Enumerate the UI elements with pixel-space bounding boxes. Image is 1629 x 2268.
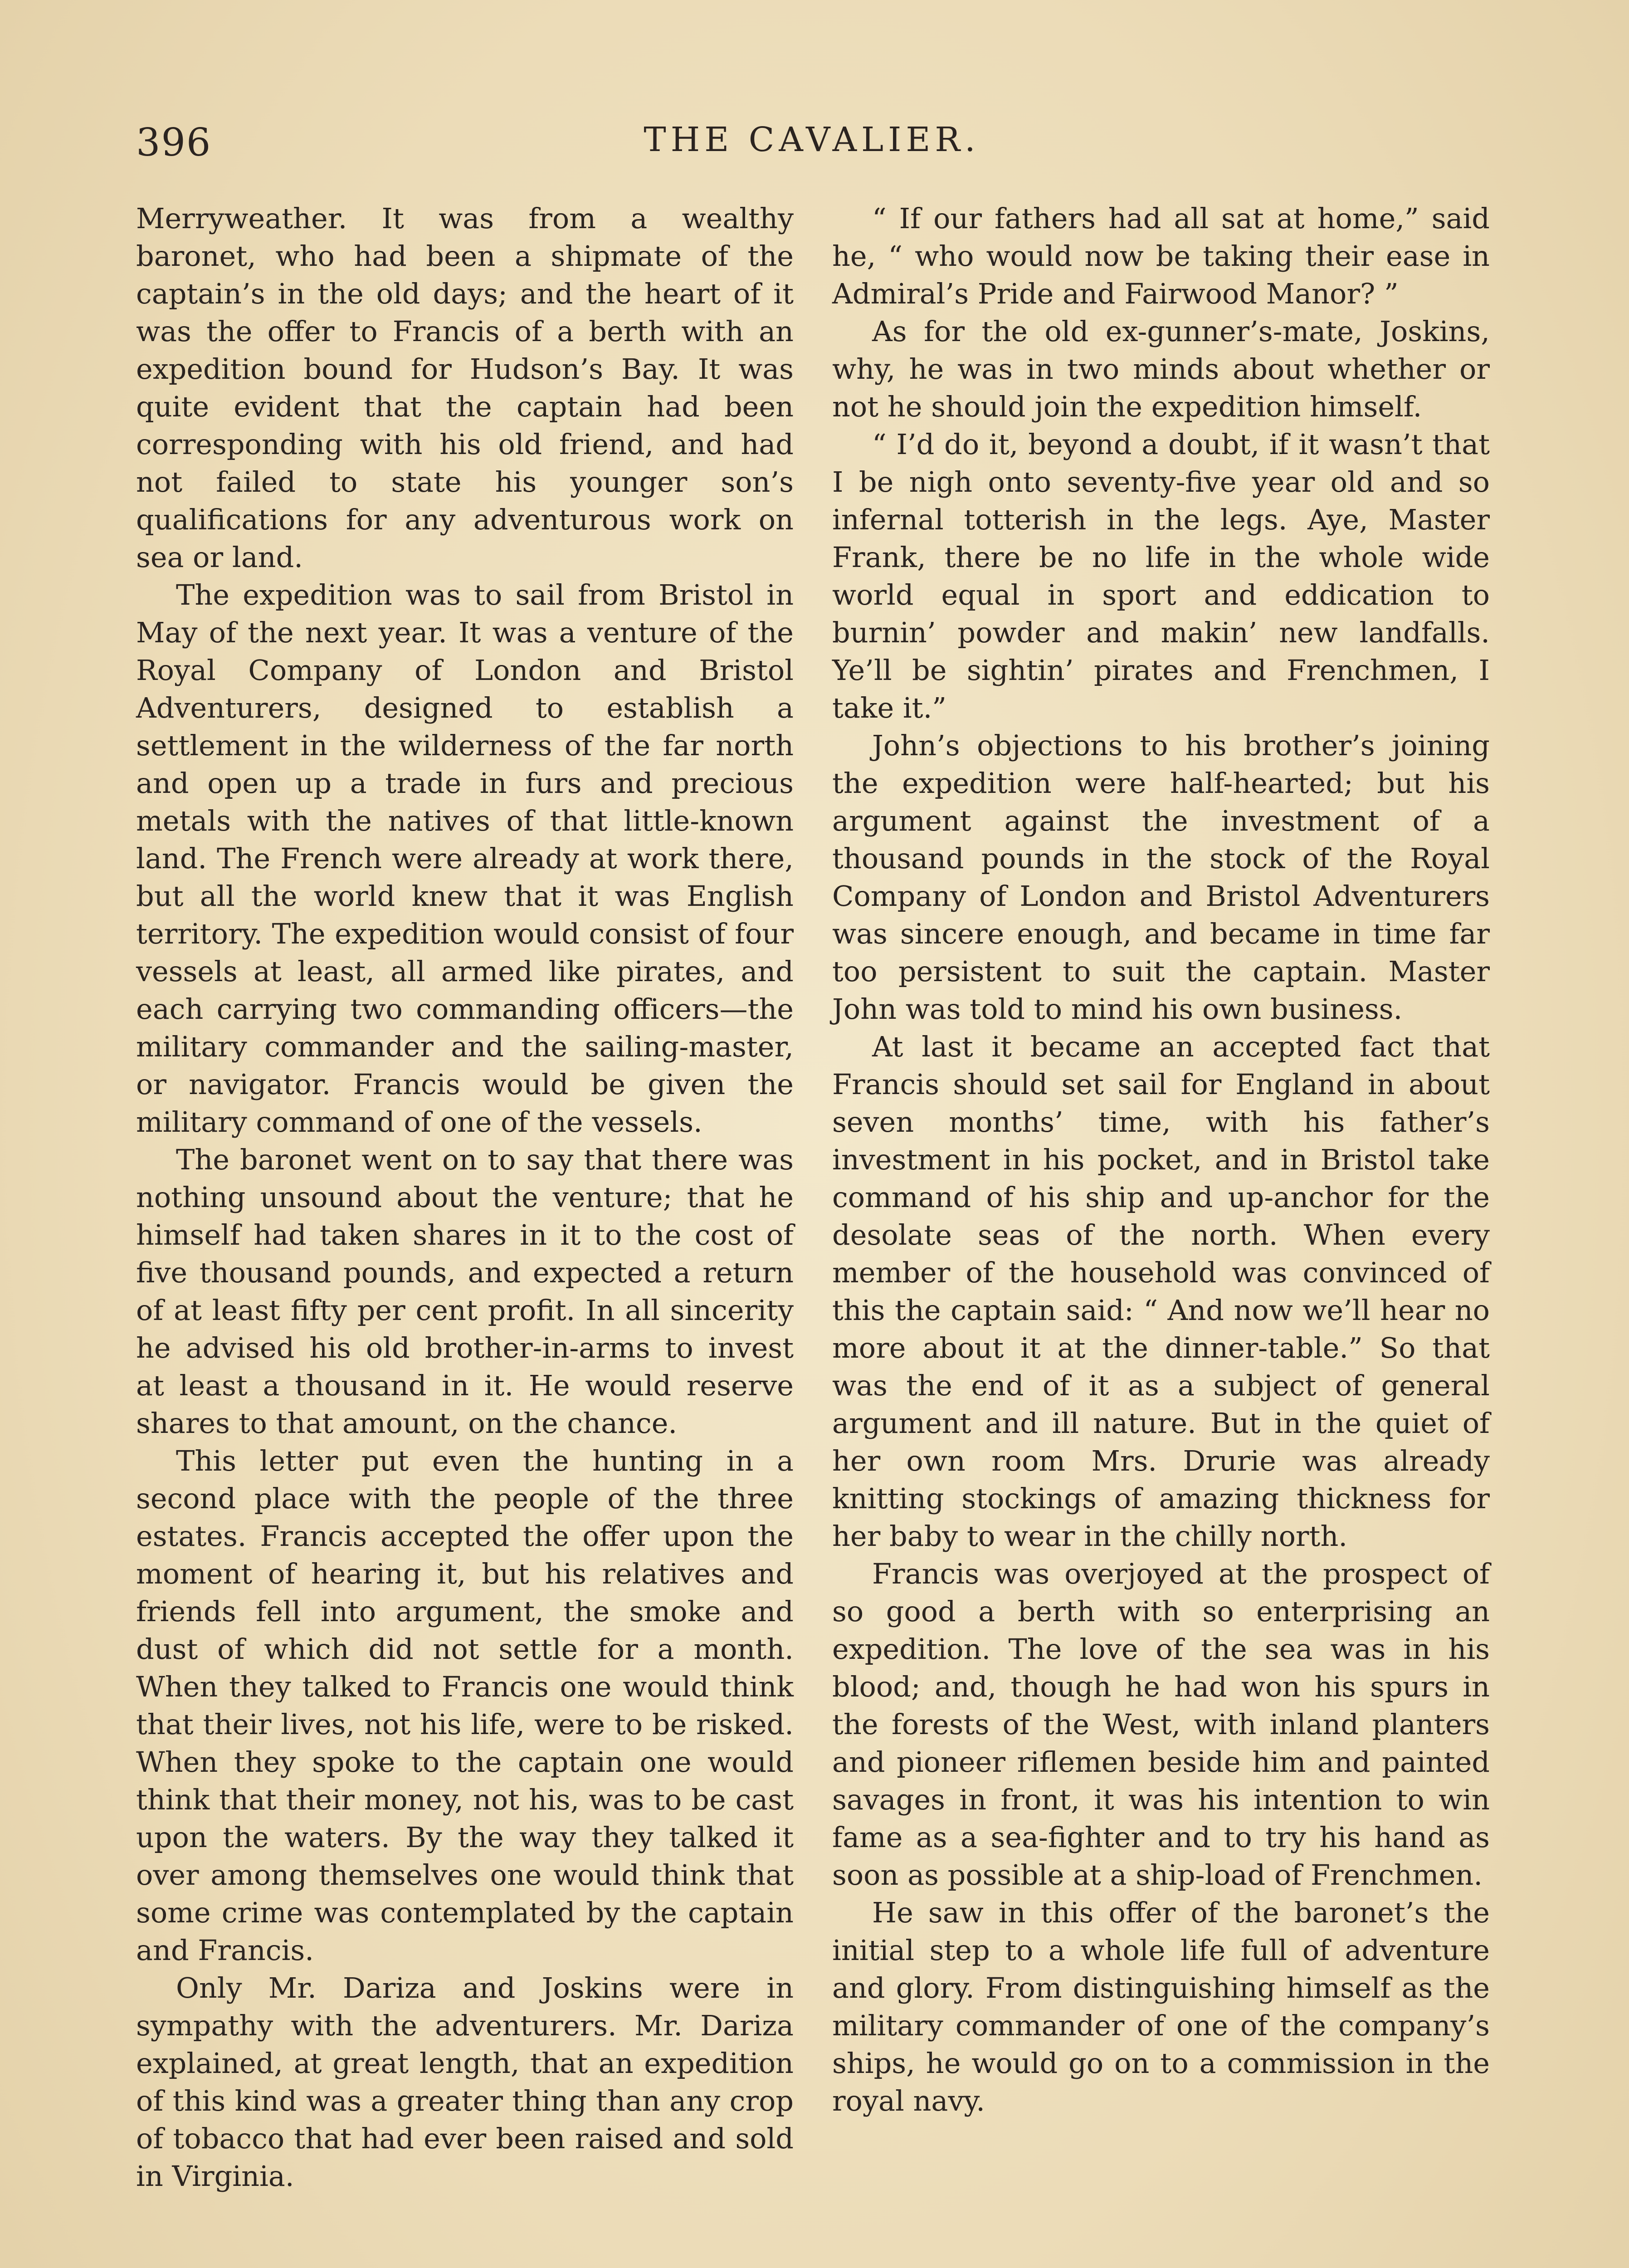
running-head: THE CAVALIER. [644,120,980,159]
right-column [832,200,1490,2120]
page-number: 396 [136,120,212,165]
paragraph: Only Mr. Dariza and Joskins were in sympathy with the adventurers. Mr. Dariza explained, at great length, that an expedition of this kind was a greater thing than any crop of tobacco that had ever been raised and sold in Virginia. [136,1971,794,2193]
paragraph: As for the old ex-gunner’s-mate, Joskins, why, he was in two minds about whether or not he should join the expedition himself. [832,315,1490,423]
paragraph: John’s objections to his brother’s joining the expedition were half-hearted; but his argument against the investment of a thousand pounds in the stock of the Royal Company of London and Bristol Adventurers was sincere enough, and became in time far too persistent to suit the captain. Master John was told to mind his own business. [832,729,1490,1026]
paragraph: At last it became an accepted fact that Francis should set sail for England in about seven months’ time, with his father’s investment in his pocket, and in Bristol take command of his ship and up-anchor for the desolate seas of the north. When every member of the household was convinced of this the captain said: “ And now we’ll hear no more about it at the dinner-table.” So that was the end of it as a subject of general argument and ill nature. But in the quiet of her own room Mrs. Drurie was already knitting stockings of amazing thickness for her baby to wear in the chilly north. [832,1030,1490,1553]
paragraph: Francis was overjoyed at the prospect of so good a berth with so enterprising an expedition. The love of the sea was in his blood; and, though he had won his spurs in the forests of the West, with inland planters and pioneer riflemen beside him and painted savages in front, it was his intention to win fame as a sea-fighter and to try his hand as soon as possible at a ship-load of Frenchmen. [832,1557,1490,1892]
paragraph: This letter put even the hunting in a second place with the people of the three estates. Francis accepted the offer upon the moment of hearing it, but his relatives and friends fell into argument, the smoke and dust of which did not settle for a month. When they talked to Francis one would think that their lives, not his life, were to be risked. When they spoke to the captain one would think that their money, not his, was to be cast upon the waters. By the way they talked it over among themselves one would think that some crime was contemplated by the captain and Francis. [136,1444,794,1967]
paragraph: The baronet went on to say that there was nothing unsound about the venture; that he himself had taken shares in it to the cost of five thousand pounds, and expected a return of at least fifty per cent profit. In all sincerity he advised his old brother-in-arms to invest at least a thousand in it. He would reserve shares to that amount, on the chance. [136,1143,794,1440]
paragraph: The expedition was to sail from Bristol in May of the next year. It was a venture of the Royal Company of London and Bristol Adventurers, designed to establish a settlement in the wilderness of the far north and open up a trade in furs and precious metals with the natives of that little-known land. The French were already at work there, but all the world knew that it was English territory. The expedition would consist of four vessels at least, all armed like pirates, and each carrying two commanding officers—the military commander and the sailing-master, or navigator. Francis would be given the military command of one of the vessels. [136,578,794,1139]
paragraph: “ If our fathers had all sat at home,” said he, “ who would now be taking their ease in Admiral’s Pride and Fairwood Manor? ” [832,202,1490,310]
page-header [136,120,1488,175]
paragraph: He saw in this offer of the baronet’s the initial step to a whole life full of adventure and glory. From distinguishing himself as the military commander of one of the company’s ships, he would go on to a commission in the royal navy. [832,1896,1490,2117]
paragraph: Merryweather. It was from a wealthy baronet, who had been a shipmate of the captain’s in the old days; and the heart of it was the offer to Francis of a berth with an expedition bound for Hudson’s Bay. It was quite evident that the captain had been corresponding with his old friend, and had not failed to state his younger son’s qualifications for any adventurous work on sea or land. [136,202,794,574]
left-column [136,200,794,2195]
paragraph: “ I’d do it, beyond a doubt, if it wasn’t that I be nigh onto seventy-five year old and so infernal totterish in the legs. Aye, Master Frank, there be no life in the whole wide world equal in sport and eddication to burnin’ powder and makin’ new landfalls. Ye’ll be sightin’ pirates and Frenchmen, I take it.” [832,428,1490,724]
